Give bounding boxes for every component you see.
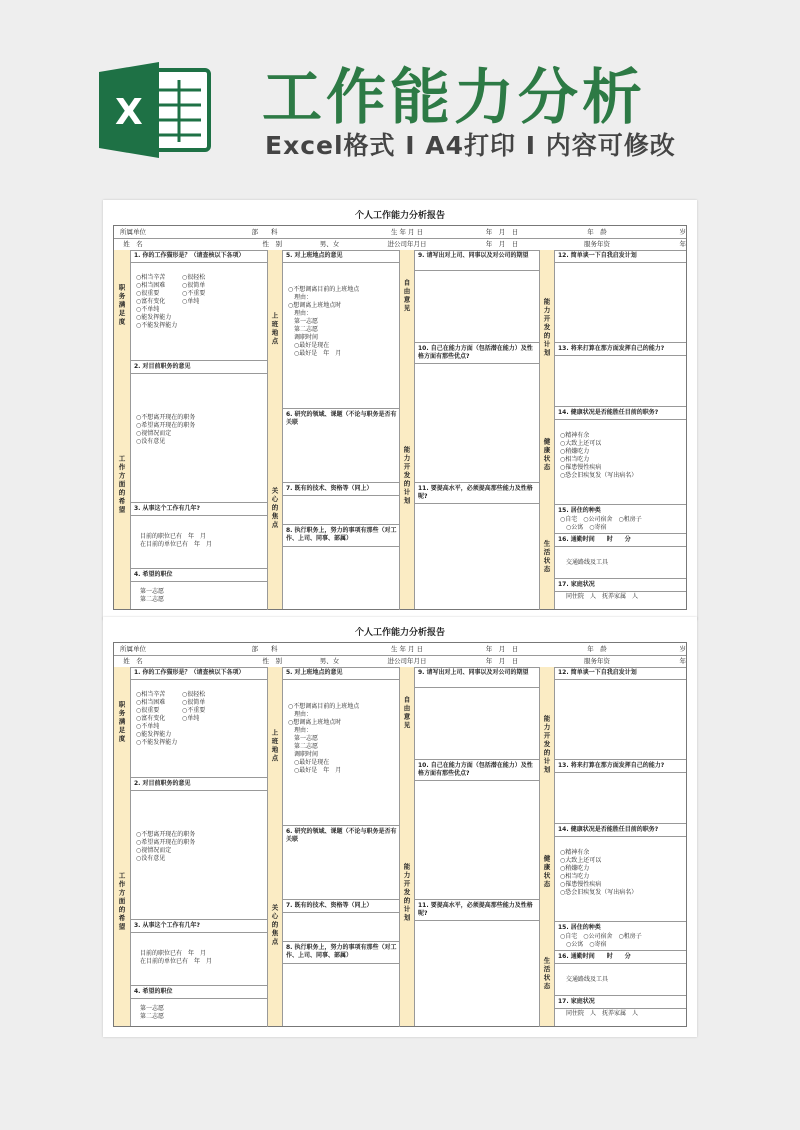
- q15-options[interactable]: ○自宅 ○公司宿舍 ○租房子 ○公寓 ○寄宿: [560, 933, 642, 948]
- q16-route[interactable]: 交通路线及工具: [566, 976, 609, 983]
- q16-route[interactable]: 交通路线及工具: [566, 559, 609, 566]
- age-field[interactable]: 岁: [679, 645, 686, 653]
- row-divider: [283, 524, 399, 525]
- age-field[interactable]: 岁: [679, 228, 686, 236]
- row-divider: [131, 515, 267, 516]
- row-divider: [415, 920, 539, 921]
- question-3: 3. 从事这个工作有几年?: [134, 505, 201, 512]
- row-divider: [283, 963, 399, 964]
- question-11: 11. 要提高水平，必须提高那些能力及性格呢?: [418, 485, 533, 500]
- row-divider: [415, 687, 539, 688]
- birthdate-field[interactable]: 年 月 日: [485, 645, 519, 653]
- row-divider: [131, 502, 267, 503]
- page-subtitle: Excel格式 I A4打印 I 内容可修改: [265, 131, 676, 160]
- row-divider: [555, 950, 686, 951]
- join-date-field[interactable]: 年 月 日: [485, 657, 519, 665]
- birthdate-label: 生 年 月 日: [390, 645, 424, 653]
- category-work-hopes: 工作方面的希望: [114, 360, 131, 609]
- join-date-field[interactable]: 年 月 日: [485, 240, 519, 248]
- q3-options[interactable]: 目前的职位已有 年 月 在目前的单位已有 年 月: [140, 533, 213, 548]
- row-divider: [555, 836, 686, 837]
- question-13: 13. 将来打算在那方面发挥自己的能力?: [558, 345, 665, 352]
- row-divider: [131, 932, 267, 933]
- question-9: 9. 请写出对上司、同事以及对公司的期望: [418, 252, 529, 259]
- row-divider: [283, 408, 399, 409]
- tenure-label: 服务年资: [584, 240, 610, 248]
- gender-label: 性 别: [262, 657, 282, 665]
- q14-options[interactable]: ○精神有余 ○大致上还可以 ○稍嫌吃力 ○相当吃力 ○罹患慢性疾病 ○恐会旧疾复发（写出病名）: [560, 849, 638, 896]
- birthdate-field[interactable]: 年 月 日: [485, 228, 519, 236]
- row-divider: [555, 963, 686, 964]
- gender-field[interactable]: 男、女: [319, 240, 340, 248]
- row-divider: [131, 360, 267, 361]
- question-16: 16. 通勤时间 时 分: [558, 536, 631, 543]
- name-label: 姓 名: [123, 657, 143, 665]
- question-8: 8. 执行职务上，努力的事项有那些（对工作、上司、同事、部属）: [286, 527, 397, 542]
- row-divider: [283, 825, 399, 826]
- q2-options[interactable]: ○不想离开现在的职务 ○希望离开现在的职务 ○视情况而定 ○没有意见: [136, 414, 196, 445]
- tenure-field[interactable]: 年: [679, 240, 686, 248]
- category-job-satisfaction: 职务满足度: [114, 667, 131, 777]
- question-17: 17. 家庭状况: [558, 998, 595, 1005]
- row-divider: [131, 568, 267, 569]
- row-divider: [415, 759, 539, 760]
- question-8: 8. 执行职务上，努力的事项有那些（对工作、上司、同事、部属）: [286, 944, 397, 959]
- question-2: 2. 对目前职务的意见: [134, 780, 191, 787]
- row-divider: [555, 759, 686, 760]
- row-divider: [131, 985, 267, 986]
- age-label: 年 龄: [587, 228, 607, 236]
- q15-options[interactable]: ○自宅 ○公司宿舍 ○租房子 ○公寓 ○寄宿: [560, 516, 642, 531]
- q3-options[interactable]: 目前的职位已有 年 月 在目前的单位已有 年 月: [140, 950, 213, 965]
- question-12: 12. 简单谈一下自我启发计划: [558, 252, 637, 259]
- row-divider: [283, 899, 399, 900]
- question-14: 14. 健康状况是否能胜任目前的职务?: [558, 826, 659, 833]
- row-divider: [283, 679, 399, 680]
- row-divider: [555, 546, 686, 547]
- birthdate-label: 生 年 月 日: [390, 228, 424, 236]
- join-date-label: 进公司年月日: [387, 657, 427, 665]
- banner: [0, 0, 800, 190]
- q5-options[interactable]: ○不想调离目前的上班地点 理由： ○想调离上班地点时 理由： 第一志愿 第二志愿 调职时间 ○最好是现在 ○最好是 年 月: [288, 703, 360, 774]
- row-divider: [555, 995, 686, 996]
- category-health: 健康状态: [539, 406, 555, 504]
- q5-options[interactable]: ○不想调离目前的上班地点 理由： ○想调离上班地点时 理由： 第一志愿 第二志愿 调职时间 ○最好是现在 ○最好是 年 月: [288, 286, 360, 357]
- question-15: 15. 居住的种类: [558, 924, 601, 931]
- category-health: 健康状态: [539, 823, 555, 921]
- question-6: 6. 研究的领域、课题（不论与职务是否有关联: [286, 828, 397, 843]
- question-7: 7. 既有的技术、资格等（同上）: [286, 902, 373, 909]
- row-divider: [415, 363, 539, 364]
- row-divider: [283, 495, 399, 496]
- question-11: 11. 要提高水平，必须提高那些能力及性格呢?: [418, 902, 533, 917]
- category-living: 生活状态: [539, 921, 555, 1026]
- row-divider: [555, 578, 686, 579]
- row-divider: [283, 941, 399, 942]
- question-1: 1. 你的工作猫形是？（请查核以下各项）: [134, 669, 245, 676]
- report-sheet-1: [103, 200, 697, 620]
- row-divider: [555, 262, 686, 263]
- gender-label: 性 别: [262, 240, 282, 248]
- row-divider: [131, 777, 267, 778]
- question-9: 9. 请写出对上司、同事以及对公司的期望: [418, 669, 529, 676]
- unit-label: 所属单位: [120, 645, 146, 653]
- form-grid: [113, 642, 687, 1027]
- row-divider: [555, 419, 686, 420]
- row-divider: [555, 921, 686, 922]
- q4-options[interactable]: 第一志愿 第二志愿: [140, 1005, 165, 1020]
- q17-family[interactable]: 同住院 人 抚养家属 人: [566, 593, 639, 600]
- row-divider: [415, 899, 539, 900]
- category-ability-plan-2: 能力开发的计划: [539, 667, 555, 823]
- age-label: 年 龄: [587, 645, 607, 653]
- row-divider: [131, 262, 267, 263]
- category-free-opinion: 自由意见: [399, 667, 415, 759]
- question-1: 1. 你的工作猫形是？（请查核以下各项）: [134, 252, 245, 259]
- row-divider: [555, 504, 686, 505]
- category-ability-plan: 能力开发的计划: [399, 759, 415, 1026]
- row-divider: [131, 998, 267, 999]
- category-focus: 关心的焦点: [267, 825, 283, 1026]
- q1-options-b[interactable]: ○很轻松 ○很简单 ○不重要 ○单纯: [182, 274, 206, 305]
- question-7: 7. 既有的技术、资格等（同上）: [286, 485, 373, 492]
- category-work-location: 上班地点: [267, 667, 283, 825]
- sheet-title: 个人工作能力分析报告: [354, 628, 445, 638]
- category-work-hopes: 工作方面的希望: [114, 777, 131, 1026]
- question-4: 4. 希望的职位: [134, 988, 173, 995]
- row-divider: [415, 482, 539, 483]
- q4-options[interactable]: 第一志愿 第二志愿: [140, 588, 165, 603]
- svg-text:X: X: [115, 92, 143, 133]
- row-divider: [555, 533, 686, 534]
- question-6: 6. 研究的领域、课题（不论与职务是否有关联: [286, 411, 397, 426]
- tenure-field[interactable]: 年: [679, 657, 686, 665]
- question-10: 10. 自己在能力方面（包括潜在能力）及性格方面有那些优点?: [418, 762, 533, 777]
- q1-options-a[interactable]: ○相当辛苦 ○相当困难 ○很重要 ○富有变化 ○不单纯 ○能发挥能力 ○不能发挥能力: [136, 274, 178, 329]
- question-10: 10. 自己在能力方面（包括潜在能力）及性格方面有那些优点?: [418, 345, 533, 360]
- row-divider: [131, 790, 267, 791]
- row-divider: [131, 679, 267, 680]
- row-divider: [283, 262, 399, 263]
- report-sheet-2: [103, 617, 697, 1037]
- join-date-label: 进公司年月日: [387, 240, 427, 248]
- category-work-location: 上班地点: [267, 250, 283, 408]
- category-ability-plan: 能力开发的计划: [399, 342, 415, 609]
- question-16: 16. 通勤时间 时 分: [558, 953, 631, 960]
- q17-family[interactable]: 同住院 人 抚养家属 人: [566, 1010, 639, 1017]
- question-3: 3. 从事这个工作有几年?: [134, 922, 201, 929]
- row-divider: [555, 406, 686, 407]
- form-grid: [113, 225, 687, 610]
- row-divider: [555, 679, 686, 680]
- question-17: 17. 家庭状况: [558, 581, 595, 588]
- row-divider: [415, 270, 539, 271]
- row-divider: [131, 373, 267, 374]
- category-free-opinion: 自由意见: [399, 250, 415, 342]
- question-12: 12. 简单谈一下自我启发计划: [558, 669, 637, 676]
- category-focus: 关心的焦点: [267, 408, 283, 609]
- q1-options-a[interactable]: ○相当辛苦 ○相当困难 ○很重要 ○富有变化 ○不单纯 ○能发挥能力 ○不能发挥能力: [136, 691, 178, 746]
- row-divider: [131, 919, 267, 920]
- row-divider: [283, 912, 399, 913]
- q1-options-b[interactable]: ○很轻松 ○很简单 ○不重要 ○单纯: [182, 691, 206, 722]
- question-13: 13. 将来打算在那方面发挥自己的能力?: [558, 762, 665, 769]
- row-divider: [555, 355, 686, 356]
- category-living: 生活状态: [539, 504, 555, 609]
- row-divider: [283, 482, 399, 483]
- row-divider: [555, 823, 686, 824]
- row-divider: [555, 1008, 686, 1009]
- row-divider: [131, 581, 267, 582]
- q14-options[interactable]: ○精神有余 ○大致上还可以 ○稍嫌吃力 ○相当吃力 ○罹患慢性疾病 ○恐会旧疾复发（写出病名）: [560, 432, 638, 479]
- question-15: 15. 居住的种类: [558, 507, 601, 514]
- unit-label: 所属单位: [120, 228, 146, 236]
- name-label: 姓 名: [123, 240, 143, 248]
- gender-field[interactable]: 男、女: [319, 657, 340, 665]
- page-title: 工作能力分析: [262, 63, 646, 133]
- category-job-satisfaction: 职务满足度: [114, 250, 131, 360]
- category-ability-plan-2: 能力开发的计划: [539, 250, 555, 406]
- tenure-label: 服务年资: [584, 657, 610, 665]
- row-divider: [555, 342, 686, 343]
- question-5: 5. 对上班地点的意见: [286, 252, 343, 259]
- question-14: 14. 健康状况是否能胜任目前的职务?: [558, 409, 659, 416]
- row-divider: [555, 772, 686, 773]
- q2-options[interactable]: ○不想离开现在的职务 ○希望离开现在的职务 ○视情况而定 ○没有意见: [136, 831, 196, 862]
- question-4: 4. 希望的职位: [134, 571, 173, 578]
- department-field[interactable]: 部 科: [251, 645, 278, 653]
- row-divider: [415, 342, 539, 343]
- row-divider: [415, 780, 539, 781]
- row-divider: [555, 591, 686, 592]
- row-divider: [415, 503, 539, 504]
- excel-icon: [97, 60, 212, 160]
- question-2: 2. 对目前职务的意见: [134, 363, 191, 370]
- sheet-title: 个人工作能力分析报告: [354, 211, 445, 221]
- question-5: 5. 对上班地点的意见: [286, 669, 343, 676]
- department-field[interactable]: 部 科: [251, 228, 278, 236]
- row-divider: [283, 546, 399, 547]
